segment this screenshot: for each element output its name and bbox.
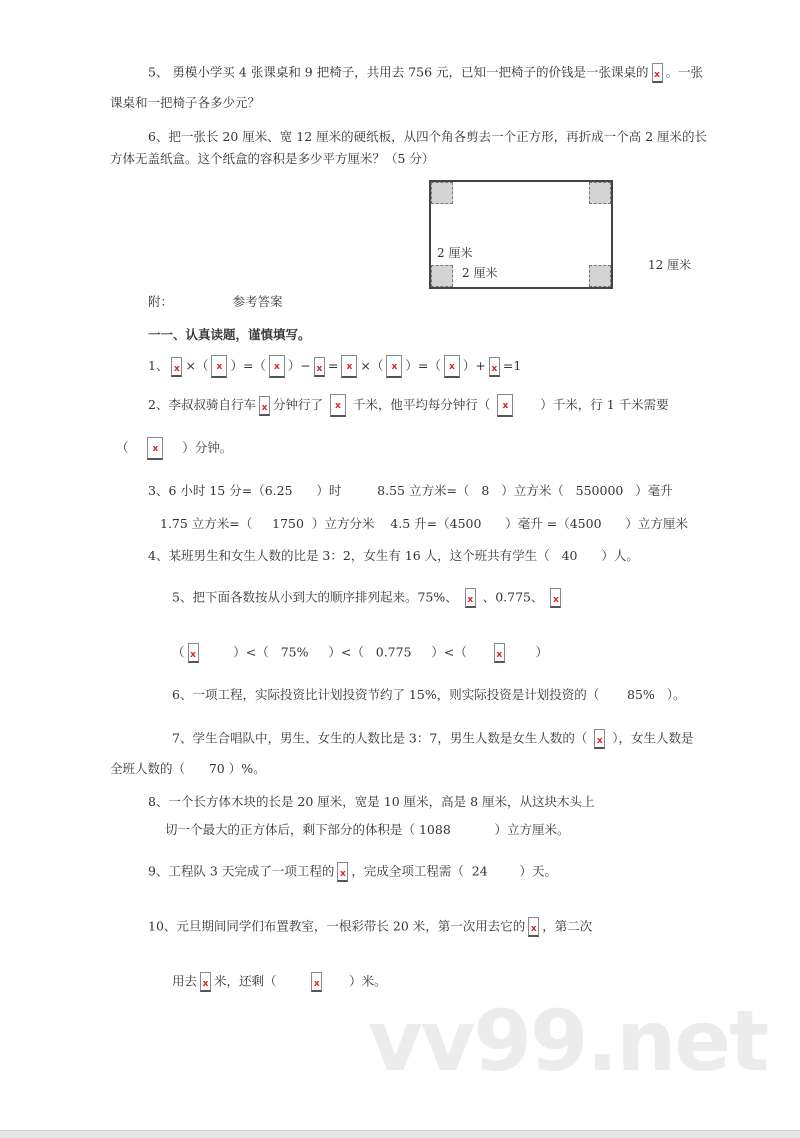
cut-corner (589, 265, 611, 287)
text-segment: 2、李叔叔骑自行车 (148, 397, 256, 412)
broken-image-icon (497, 394, 513, 417)
text-segment: 千米，他平均每分钟行（ (348, 397, 495, 412)
answer-10-line-1 (148, 917, 592, 937)
broken-image-icon (171, 357, 182, 377)
text-segment: ）=（ (405, 358, 441, 373)
broken-image-icon (311, 972, 322, 992)
text-segment: ） (507, 644, 549, 660)
text-segment: 5、 勇模小学买 4 张课桌和 9 把椅子，共用去 756 元，已知一把椅子的价钱是一张课桌的 (148, 64, 649, 80)
broken-image-icon (188, 643, 199, 663)
broken-image-icon (341, 355, 357, 378)
text-segment: ）<（ 75% ）<（ 0.775 ）<（ (201, 644, 491, 660)
answer-heading (148, 293, 283, 311)
corner-width-label: 2 厘米 (437, 246, 473, 260)
answer-5-line-2 (172, 643, 548, 663)
broken-image-icon (211, 355, 227, 378)
text-segment: 1、 (148, 358, 169, 373)
text-segment: 方体无盖纸盒。这个纸盒的容积是多少平方厘米？（5 分） (110, 151, 435, 166)
text-segment: 、0.775、 (478, 589, 548, 605)
text-segment: 9、工程队 3 天完成了一项工程的 (148, 863, 335, 879)
problem-5-line-2 (110, 94, 260, 112)
text-segment: 切一个最大的正方体后，剩下部分的体积是（ 1088 ）立方厘米。 (165, 822, 570, 837)
text-segment: 3、6 小时 15 分=（6.25 ）时 8.55 立方米=（ 8 ）立方米（ 550000 ）毫升 (148, 483, 673, 498)
text-segment: ）分钟。 (166, 440, 233, 455)
cut-corner (589, 182, 611, 204)
cut-corner (431, 182, 453, 204)
answer-6 (172, 686, 685, 704)
problem-6-line-2 (110, 150, 434, 168)
text-segment: ）+ (462, 358, 486, 373)
text-segment: 10、元旦期间同学们布置教室，一根彩带长 20 米，第一次用去它的 (148, 918, 526, 934)
answer-3-line-1 (148, 482, 673, 500)
text-segment: 6、一项工程，实际投资比计划投资节约了 15%，则实际投资是计划投资的（ 85% ）。 (172, 687, 686, 702)
answer-2-line-1 (148, 394, 669, 417)
text-segment: 米，还剩（ (214, 973, 309, 989)
problem-5-line-1 (148, 63, 703, 83)
broken-image-icon (444, 355, 460, 378)
text-segment: 分钟行了 (272, 397, 327, 412)
answer-7-line-1 (172, 729, 694, 749)
answer-2-line-2 (116, 437, 232, 460)
answer-9 (148, 862, 557, 882)
broken-image-icon (337, 862, 348, 882)
problem-6-line-1 (148, 128, 707, 146)
text-segment: ），女生人数是 (608, 730, 694, 746)
broken-image-icon (494, 643, 505, 663)
text-segment: ，完成全项工程需（ 24 ）天。 (351, 863, 557, 879)
text-segment: （ (172, 644, 185, 660)
answer-4 (148, 547, 639, 565)
text-segment: 8、一个长方体木块的长是 20 厘米，宽是 10 厘米，高是 8 厘米，从这块木头上 (148, 794, 595, 809)
text-segment: 7、学生合唱队中，男生、女生的人数比是 3：7，男生人数是女生人数的（ (172, 730, 592, 746)
answer-10-line-2 (172, 972, 387, 992)
text-segment: ×（ (360, 358, 384, 373)
text-segment: ）米。 (325, 973, 387, 989)
answer-3-line-2 (160, 515, 688, 533)
broken-image-icon (314, 357, 325, 377)
text-segment: 5、把下面各数按从小到大的顺序排列起来。75%、 (172, 589, 462, 605)
text-segment: = (327, 358, 339, 373)
text-segment: ）千米，行 1 千米需要 (516, 397, 669, 412)
broken-image-icon (259, 396, 270, 416)
text-segment: 4、某班男生和女生人数的比是 3：2，女生有 16 人，这个班共有学生（ 40 ）人。 (148, 548, 639, 563)
answer-8-line-1 (148, 793, 595, 811)
text-segment: 附： 参考答案 (148, 294, 283, 309)
text-segment: ×（ (185, 358, 209, 373)
cut-corner (431, 265, 453, 287)
watermark: vv99.net (368, 992, 768, 1090)
broken-image-icon (652, 63, 663, 83)
text-segment: ）=（ (230, 358, 266, 373)
broken-image-icon (528, 917, 539, 937)
answer-7-line-2 (110, 760, 266, 778)
broken-image-icon (594, 729, 605, 749)
section-heading (148, 326, 311, 344)
text-segment: 用去 (172, 973, 198, 989)
broken-image-icon (386, 355, 402, 378)
broken-image-icon (489, 357, 500, 377)
width-label: 12 厘米 (648, 258, 692, 272)
text-segment: 6、把一张长 20 厘米、宽 12 厘米的硬纸板，从四个角各剪去一个正方形，再折成一个高 2 厘米的长 (148, 129, 708, 144)
text-segment: ）− (287, 358, 311, 373)
corner-height-label: 2 厘米 (462, 266, 498, 280)
text-segment: 课桌和一把椅子各多少元？ (110, 95, 261, 110)
cardboard-diagram (429, 180, 613, 289)
broken-image-icon (550, 588, 561, 608)
answer-8-line-2 (165, 821, 570, 839)
broken-image-icon (465, 588, 476, 608)
text-segment: 1.75 立方米=（ 1750 ）立方分米 4.5 升=（4500 ）毫升 =（4500 ）立方厘米 (160, 516, 688, 531)
broken-image-icon (147, 437, 163, 460)
text-segment: ，第二次 (542, 918, 593, 934)
text-segment: （ (116, 440, 145, 455)
answer-5-line-1 (172, 588, 564, 608)
text-segment: 。一张 (665, 64, 704, 80)
broken-image-icon (330, 394, 346, 417)
broken-image-icon (200, 972, 211, 992)
answer-1 (148, 355, 521, 378)
text-segment: 全班人数的（ 70 ）%。 (110, 761, 266, 776)
text-segment: 一一、认真读题，谨慎填写。 (148, 327, 311, 342)
text-segment: =1 (502, 358, 522, 373)
broken-image-icon (269, 355, 285, 378)
